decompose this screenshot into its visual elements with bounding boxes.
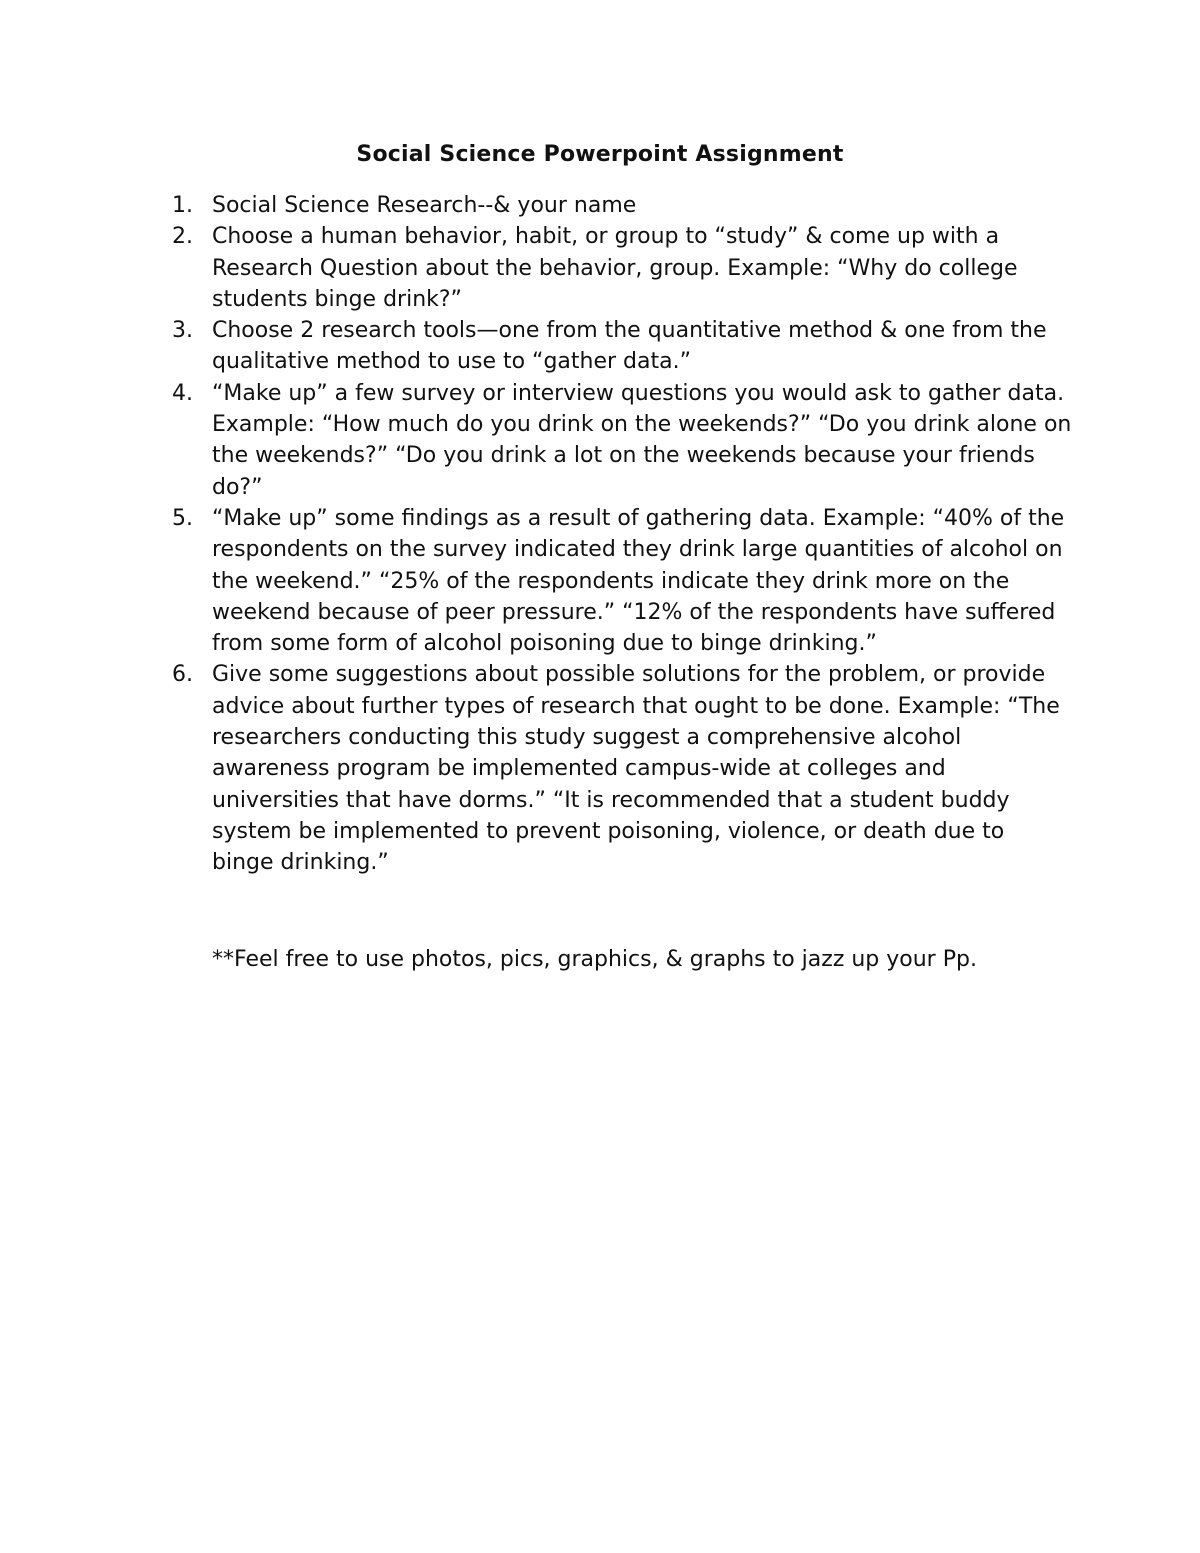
list-item-text: Give some suggestions about possible solutions for the problem, or provide advice about further types of research that ought to be done. Example: “The researchers conducting this study suggest a comprehensive alcohol awareness program be implemented campus-wide at colleges and universities that have dorms.” “It is recommended that a student buddy system be implemented to prevent poisoning, violence, or death due to binge drinking.” (212, 662, 1060, 876)
list-item-number: 6. (172, 662, 193, 688)
list-item-number: 3. (172, 318, 193, 344)
list-item-number: 1. (172, 193, 193, 218)
list-item (172, 378, 1072, 503)
list-item (172, 315, 1072, 378)
list-item (172, 190, 1072, 221)
list-item (172, 221, 1072, 315)
list-item-number: 4. (172, 380, 193, 406)
list-item (172, 659, 1072, 878)
closing-note: **Feel free to use photos, pics, graphics, & graphs to jazz up your Pp. (212, 947, 977, 972)
list-item-text: Choose a human behavior, habit, or group to “study” & come up with a Research Question about the behavior, group. Example: “Why do college students binge drink?” (212, 224, 1018, 312)
list-item-text: Choose 2 research tools—one from the quantitative method & one from the qualitative method to use to “gather data.” (212, 318, 1047, 375)
list-item-number: 5. (172, 505, 193, 531)
list-item-text: “Make up” a few survey or interview questions you would ask to gather data. Example: “How much do you drink on the weekends?” “Do you drink alone on the weekends?” “Do you drink a lot on the weekends because your friends do?” (212, 380, 1072, 500)
list-item-text: Social Science Research--& your name (212, 193, 637, 218)
list-item-text: “Make up” some findings as a result of gathering data. Example: “40% of the respondents on the survey indicated they drink large quantities of alcohol on the weekend.” “25% of the respondents indicate they drink more on the weekend because of peer pressure.” “12% of the respondents have suffered from some form of alcohol poisoning due to binge drinking.” (212, 505, 1065, 657)
document-title: Social Science Powerpoint Assignment (356, 142, 844, 167)
list-item (172, 503, 1072, 659)
list-item-number: 2. (172, 224, 193, 250)
assignment-list (172, 190, 1072, 879)
